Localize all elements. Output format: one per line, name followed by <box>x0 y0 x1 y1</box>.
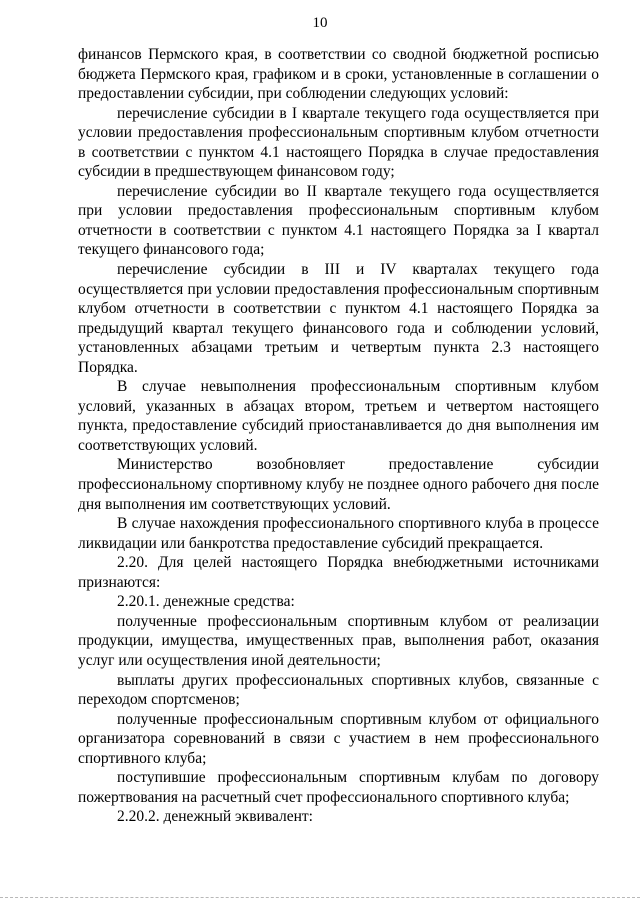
paragraph: перечисление субсидии в I квартале текущего года осуществляется при условии предоставления профессиональным спортивным клубом отчетности в соответствии с пунктом 4.1 настоящего Порядка в случае предоставления субсидии в предшествующем финансовом году; <box>78 104 599 181</box>
page-number: 10 <box>312 15 328 31</box>
section-heading-2-20: 2.20. Для целей настоящего Порядка внебюджетными источниками признаются: <box>78 554 599 591</box>
paragraph: Министерство возобновляет предоставление субсидии профессиональному спортивному клубу не позднее одного рабочего дня после дня выполнения им соответствующих условий. <box>78 456 599 513</box>
paragraph: В случае невыполнения профессиональным спортивным клубом условий, указанных в абзацах втором, третьем и четвертом настоящего пункта, предоставление субсидий приостанавливается до дня выполнения им соответствующих условий. <box>78 378 599 454</box>
paragraph: полученные профессиональным спортивным клубом от официального организатора соревнований в связи с участием в нем профессионального спортивного клуба; <box>78 710 599 767</box>
subsection-2-20-2: 2.20.2. денежный эквивалент: <box>117 808 313 826</box>
paragraph-continuation: финансов Пермского края, в соответствии со сводной бюджетной росписью бюджета Пермского края, графиком и в сроки, установленные в соглашении о предоставлении субсидии, при соблюдении следующих условий: <box>78 46 599 103</box>
subsection-2-20-1: 2.20.1. денежные средства: <box>117 593 295 611</box>
paragraph: перечисление субсидии в III и IV кварталах текущего года осуществляется при условии предоставления профессиональным спортивным клубом отчетности в соответствии с пунктом 4.1 настоящего Порядка за предыдущий квартал текущего финансового года и соблюдении условий, установленных абзацами третьим и четвертым пункта 2.3 настоящего Порядка. <box>78 261 599 376</box>
paragraph: полученные профессиональным спортивным клубом от реализации продукции, имущества, имущественных прав, выполнения работ, оказания услуг или осуществления иной деятельности; <box>78 612 599 669</box>
paragraph: выплаты других профессиональных спортивных клубов, связанные с переходом спортсменов; <box>78 671 599 709</box>
paragraph: перечисление субсидии во II квартале текущего года осуществляется при условии предоставления профессиональным спортивным клубом отчетности в соответствии с пунктом 4.1 настоящего Порядка за I квартал текущего финансового года; <box>78 182 599 259</box>
paragraph: В случае нахождения профессионального спортивного клуба в процессе ликвидации или банкротства предоставление субсидий прекращается. <box>78 515 599 552</box>
document-body <box>78 45 599 827</box>
page-bottom-divider <box>0 897 640 898</box>
paragraph: поступившие профессиональным спортивным клубам по договору пожертвования на расчетный счет профессионального спортивного клуба; <box>78 769 599 806</box>
